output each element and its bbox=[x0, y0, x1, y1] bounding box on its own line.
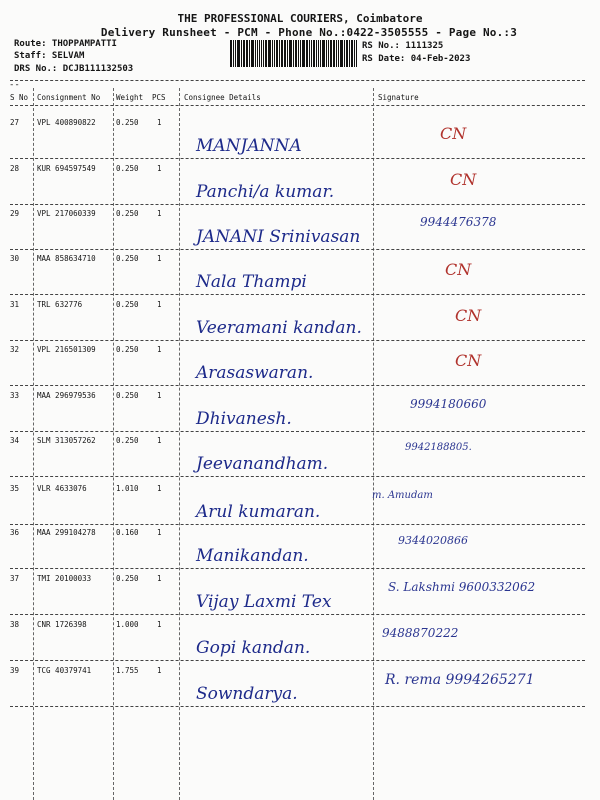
row-divider bbox=[10, 476, 585, 477]
row-weight: 0.250 bbox=[116, 391, 139, 400]
row-divider bbox=[10, 158, 585, 159]
barcode-bar bbox=[320, 40, 321, 67]
row-pcs: 1 bbox=[157, 574, 162, 583]
row-divider bbox=[10, 340, 585, 341]
row-signature: CN bbox=[440, 124, 467, 143]
table-prefix: -- bbox=[9, 80, 20, 90]
row-sno: 31 bbox=[10, 300, 20, 309]
row-sno: 39 bbox=[10, 666, 20, 675]
row-weight: 1.000 bbox=[116, 620, 139, 629]
drs-number: DRS No.: DCJB111132503 bbox=[14, 64, 134, 74]
row-consignee-handwritten: Gopi kandan. bbox=[196, 638, 311, 658]
row-weight: 0.250 bbox=[116, 345, 139, 354]
column-header-divider bbox=[10, 105, 585, 106]
row-divider bbox=[10, 568, 585, 569]
row-signature: CN bbox=[455, 306, 482, 325]
barcode-image bbox=[230, 40, 358, 67]
barcode-bar bbox=[233, 40, 234, 67]
barcode-bar bbox=[302, 40, 305, 67]
barcode-bar bbox=[279, 40, 280, 67]
row-consignee-handwritten: Arul kumaran. bbox=[196, 502, 321, 522]
row-consignee-handwritten: Arasaswaran. bbox=[196, 363, 314, 383]
barcode-bar bbox=[316, 40, 317, 67]
barcode-bar bbox=[281, 40, 283, 67]
row-consignee-handwritten: Jeevanandham. bbox=[196, 454, 329, 474]
barcode-bar bbox=[237, 40, 240, 67]
row-pcs: 1 bbox=[157, 620, 162, 629]
row-consignment-no: VLR 4633076 bbox=[37, 484, 87, 493]
barcode-bar bbox=[298, 40, 299, 67]
staff-label: Staff: SELVAM bbox=[14, 51, 85, 61]
row-signature: 9944476378 bbox=[420, 215, 497, 229]
barcode-bar bbox=[284, 40, 286, 67]
row-divider bbox=[10, 524, 585, 525]
runsheet-subtitle: Delivery Runsheet - PCM - Phone No.:0422-3505555 - Page No.:3 bbox=[100, 26, 518, 39]
row-consignee-handwritten: Dhivanesh. bbox=[196, 409, 292, 429]
barcode-bar bbox=[293, 40, 294, 67]
row-divider bbox=[10, 706, 585, 707]
barcode-bar bbox=[340, 40, 343, 67]
header-divider bbox=[10, 80, 585, 81]
row-consignment-no: VPL 216501309 bbox=[37, 345, 96, 354]
row-consignee-handwritten: Manikandan. bbox=[196, 546, 309, 566]
row-pcs: 1 bbox=[157, 164, 162, 173]
row-pcs: 1 bbox=[157, 300, 162, 309]
row-weight: 1.010 bbox=[116, 484, 139, 493]
barcode-bar bbox=[322, 40, 325, 67]
barcode-bar bbox=[257, 40, 258, 67]
row-weight: 0.250 bbox=[116, 300, 139, 309]
row-weight: 0.160 bbox=[116, 528, 139, 537]
row-pcs: 1 bbox=[157, 484, 162, 493]
rs-number: RS No.: 1111325 bbox=[362, 41, 444, 51]
row-divider bbox=[10, 660, 585, 661]
row-divider bbox=[10, 204, 585, 205]
row-signature: 9488870222 bbox=[382, 626, 459, 640]
row-consignee-handwritten: Vijay Laxmi Tex bbox=[196, 592, 332, 612]
row-pcs: 1 bbox=[157, 528, 162, 537]
barcode-bar bbox=[328, 40, 329, 67]
row-sno: 36 bbox=[10, 528, 20, 537]
row-weight: 0.250 bbox=[116, 164, 139, 173]
row-consignee-handwritten: Panchi/a kumar. bbox=[196, 182, 335, 202]
row-consignee-handwritten: JANANI Srinivasan bbox=[196, 227, 361, 247]
row-signature: R. rema 9994265271 bbox=[385, 672, 535, 688]
barcode-bar bbox=[268, 40, 271, 67]
row-sno: 29 bbox=[10, 209, 20, 218]
col-header-weight: Weight bbox=[116, 93, 144, 102]
barcode-bar bbox=[276, 40, 278, 67]
barcode-bar bbox=[249, 40, 250, 67]
barcode-bar bbox=[261, 40, 262, 67]
col-divider bbox=[113, 88, 114, 800]
row-weight: 0.250 bbox=[116, 436, 139, 445]
barcode-bar bbox=[295, 40, 297, 67]
barcode-bar bbox=[243, 40, 245, 67]
barcode-bar bbox=[300, 40, 301, 67]
barcode-bar bbox=[338, 40, 339, 67]
barcode-bar bbox=[265, 40, 267, 67]
row-consignment-no: TMI 20100033 bbox=[37, 574, 92, 583]
row-weight: 1.755 bbox=[116, 666, 139, 675]
row-sno: 34 bbox=[10, 436, 20, 445]
row-signature: CN bbox=[445, 260, 472, 279]
col-divider bbox=[33, 88, 34, 800]
row-signature: m. Amudam bbox=[372, 490, 433, 501]
row-signature: 9994180660 bbox=[410, 397, 487, 411]
barcode-bar bbox=[346, 40, 348, 67]
barcode-bar bbox=[349, 40, 350, 67]
row-weight: 0.250 bbox=[116, 574, 139, 583]
col-header-pcs: PCS bbox=[152, 93, 166, 102]
barcode-bar bbox=[356, 40, 357, 67]
row-consignee-handwritten: Sowndarya. bbox=[196, 684, 298, 704]
row-consignee-handwritten: Veeramani kandan. bbox=[196, 318, 362, 338]
rs-date: RS Date: 04-Feb-2023 bbox=[362, 54, 471, 64]
barcode-bar bbox=[309, 40, 310, 67]
row-divider bbox=[10, 249, 585, 250]
barcode-bar bbox=[259, 40, 261, 67]
row-sno: 28 bbox=[10, 164, 20, 173]
row-consignment-no: KUR 694597549 bbox=[37, 164, 96, 173]
barcode-bar bbox=[255, 40, 256, 67]
row-divider bbox=[10, 431, 585, 432]
barcode-bar bbox=[241, 40, 242, 67]
row-sno: 38 bbox=[10, 620, 20, 629]
barcode-bar bbox=[351, 40, 353, 67]
company-title: THE PROFESSIONAL COURIERS, Coimbatore bbox=[177, 12, 423, 25]
barcode-bar bbox=[354, 40, 355, 67]
row-pcs: 1 bbox=[157, 666, 162, 675]
row-signature: S. Lakshmi 9600332062 bbox=[388, 580, 536, 594]
row-signature: 9942188805. bbox=[405, 442, 472, 453]
barcode-bar bbox=[263, 40, 264, 67]
col-header-consignee: Consignee Details bbox=[184, 93, 261, 102]
row-consignment-no: MAA 858634710 bbox=[37, 254, 96, 263]
row-pcs: 1 bbox=[157, 209, 162, 218]
row-consignee-handwritten: MANJANNA bbox=[196, 136, 302, 156]
row-consignment-no: TRL 632776 bbox=[37, 300, 83, 309]
row-pcs: 1 bbox=[157, 345, 162, 354]
barcode-bar bbox=[287, 40, 288, 67]
row-weight: 0.250 bbox=[116, 254, 139, 263]
col-header-signature: Signature bbox=[378, 93, 419, 102]
barcode-bar bbox=[274, 40, 275, 67]
row-consignment-no: MAA 296979536 bbox=[37, 391, 96, 400]
row-pcs: 1 bbox=[157, 391, 162, 400]
row-consignment-no: VPL 217060339 bbox=[37, 209, 96, 218]
row-divider bbox=[10, 614, 585, 615]
barcode-bar bbox=[230, 40, 232, 67]
route-label: Route: THOPPAMPATTI bbox=[14, 39, 117, 49]
row-consignee-handwritten: Nala Thampi bbox=[196, 272, 307, 292]
row-consignment-no: MAA 299104278 bbox=[37, 528, 96, 537]
barcode-bar bbox=[235, 40, 236, 67]
barcode-bar bbox=[306, 40, 308, 67]
col-divider bbox=[373, 88, 374, 800]
row-divider bbox=[10, 385, 585, 386]
barcode-bar bbox=[318, 40, 320, 67]
col-header-sno: S No bbox=[10, 93, 29, 102]
row-signature: CN bbox=[455, 351, 482, 370]
row-sno: 33 bbox=[10, 391, 20, 400]
row-weight: 0.250 bbox=[116, 209, 139, 218]
row-pcs: 1 bbox=[157, 118, 162, 127]
barcode-bar bbox=[326, 40, 327, 67]
barcode-bar bbox=[289, 40, 292, 67]
col-divider bbox=[179, 88, 180, 800]
barcode-bar bbox=[344, 40, 345, 67]
barcode-bar bbox=[336, 40, 337, 67]
row-sno: 32 bbox=[10, 345, 20, 354]
barcode-bar bbox=[272, 40, 273, 67]
barcode-bar bbox=[311, 40, 312, 67]
barcode-bar bbox=[251, 40, 254, 67]
col-header-consignment: Consignment No bbox=[37, 93, 101, 102]
barcode-bar bbox=[330, 40, 332, 67]
barcode-bar bbox=[313, 40, 315, 67]
row-sno: 35 bbox=[10, 484, 20, 493]
row-sno: 27 bbox=[10, 118, 20, 127]
row-sno: 37 bbox=[10, 574, 20, 583]
row-consignment-no: TCG 40379741 bbox=[37, 666, 92, 675]
row-pcs: 1 bbox=[157, 254, 162, 263]
row-pcs: 1 bbox=[157, 436, 162, 445]
barcode-bar bbox=[246, 40, 248, 67]
barcode-bar bbox=[333, 40, 335, 67]
row-weight: 0.250 bbox=[116, 118, 139, 127]
row-sno: 30 bbox=[10, 254, 20, 263]
row-signature: CN bbox=[450, 170, 477, 189]
row-consignment-no: SLM 313057262 bbox=[37, 436, 96, 445]
row-consignment-no: VPL 400890822 bbox=[37, 118, 96, 127]
row-divider bbox=[10, 294, 585, 295]
row-consignment-no: CNR 1726398 bbox=[37, 620, 87, 629]
row-signature: 9344020866 bbox=[398, 534, 468, 547]
